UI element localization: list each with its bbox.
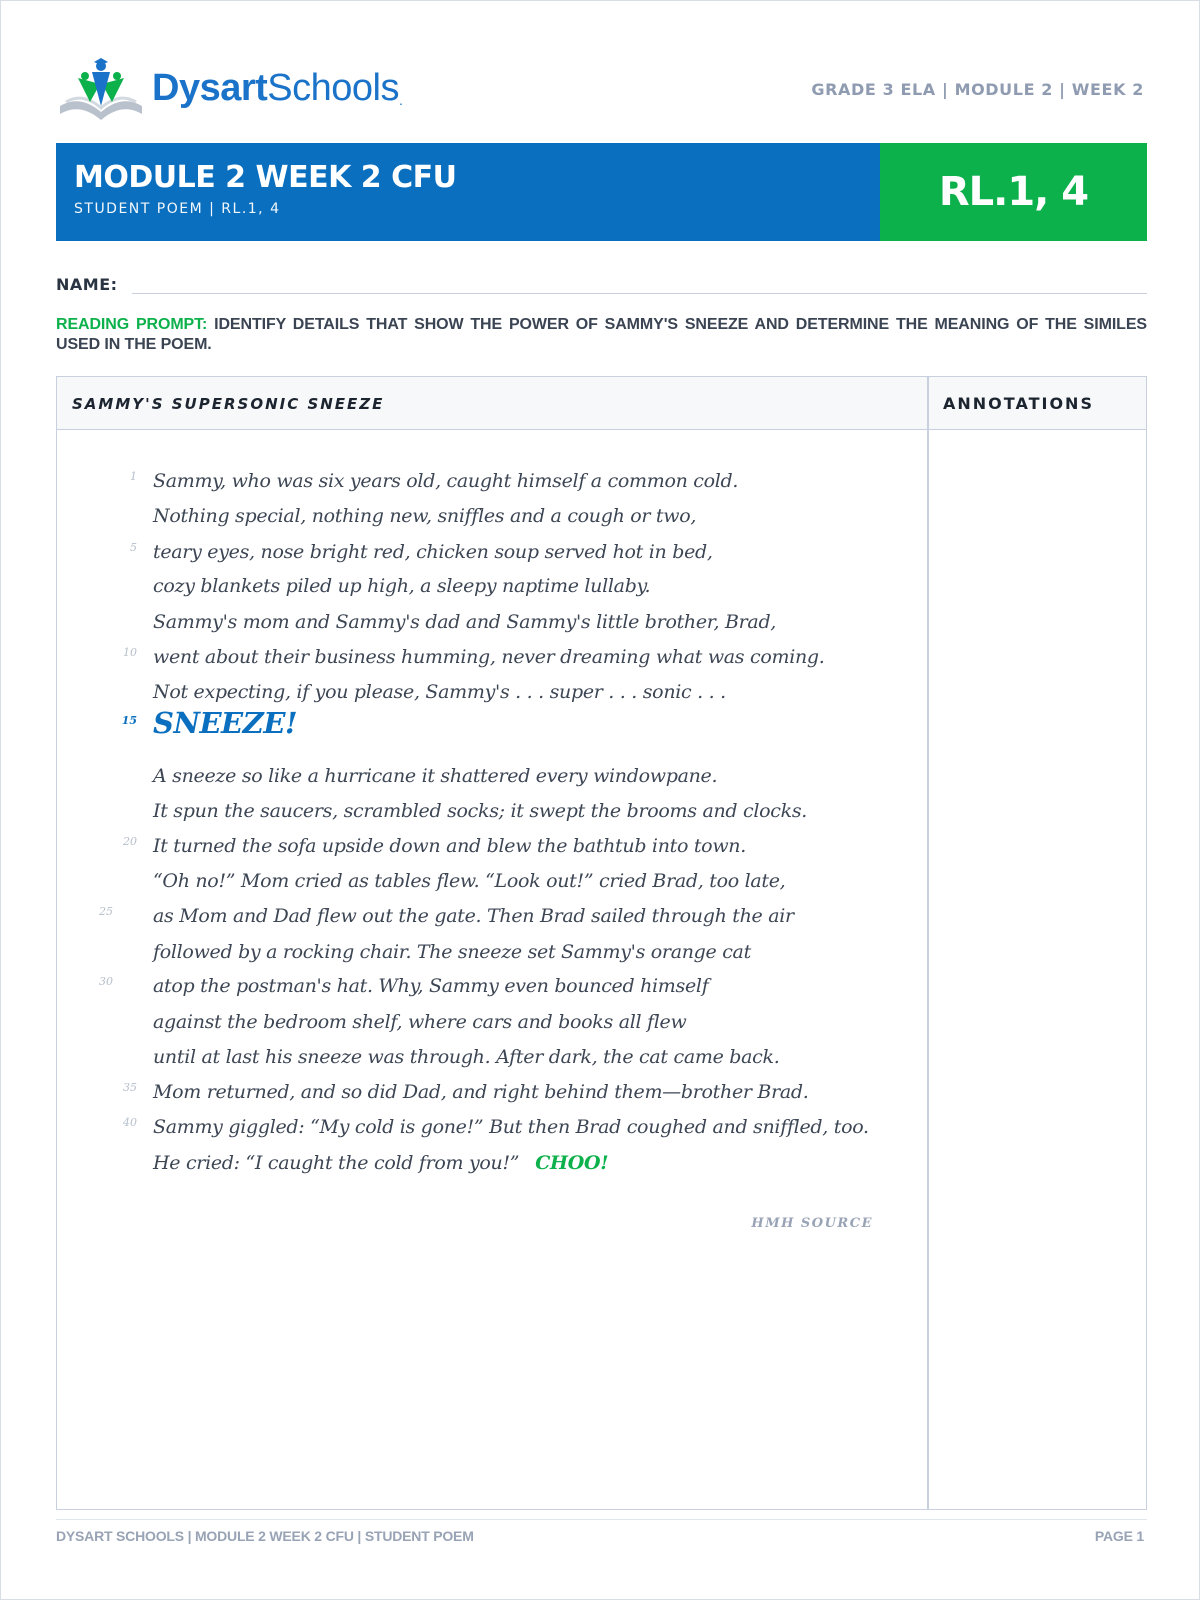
reading-prompt — [56, 315, 1147, 355]
line-number: 40 — [123, 1116, 137, 1129]
poem-line: Sammy, who was six years old, caught himself a common cold. — [153, 470, 739, 492]
poem-table — [56, 376, 1147, 1510]
poem-line: as Mom and Dad flew out the gate. Then Brad sailed through the air — [153, 905, 794, 927]
poem-line: Not expecting, if you please, Sammy's . . . super . . . sonic . . . — [153, 681, 726, 703]
line-number: 1 — [130, 470, 137, 483]
standards-badge: RL.1, 4 — [880, 143, 1147, 241]
poem-line: It spun the saucers, scrambled socks; it swept the brooms and clocks. — [153, 800, 808, 822]
footer-doc-label: DYSART SCHOOLS | MODULE 2 WEEK 2 CFU | STUDENT POEM — [56, 1528, 474, 1544]
poem-line: It turned the sofa upside down and blew the bathtub into town. — [153, 835, 746, 857]
open-book-logo-icon — [56, 54, 146, 122]
poem-line: cozy blankets piled up high, a sleepy naptime lullaby. — [153, 575, 651, 597]
poem-line: Nothing special, nothing new, sniffles and a cough or two, — [153, 505, 697, 527]
page-subtitle: STUDENT POEM | RL.1, 4 — [74, 201, 281, 217]
line-number: 35 — [123, 1081, 137, 1094]
poem-line: A sneeze so like a hurricane it shattered every windowpane. — [153, 765, 718, 787]
name-row — [56, 266, 1147, 294]
poem-line-text: He cried: “I caught the cold from you!” — [153, 1152, 520, 1174]
sneeze-heading: SNEEZE! — [153, 706, 298, 740]
poem-line: teary eyes, nose bright red, chicken soup served hot in bed, — [153, 541, 713, 563]
poem-line: until at last his sneeze was through. After dark, the cat came back. — [153, 1046, 780, 1068]
poem-line-last — [153, 1152, 608, 1174]
line-number: 10 — [123, 646, 137, 659]
name-write-line[interactable] — [132, 266, 1147, 294]
logo-wordmark: DysartSchools. — [152, 67, 403, 109]
footer-divider — [56, 1519, 1147, 1520]
choo-text: CHOO! — [535, 1152, 609, 1174]
annotations-header: ANNOTATIONS — [943, 394, 1094, 413]
line-number: 5 — [130, 541, 137, 554]
poem-line: against the bedroom shelf, where cars and books all flew — [153, 1011, 687, 1033]
poem-line: went about their business humming, never dreaming what was coming. — [153, 646, 825, 668]
line-number: 25 — [99, 905, 113, 918]
poem-line: atop the postman's hat. Why, Sammy even bounced himself — [153, 975, 709, 997]
poem-line: Sammy's mom and Sammy's dad and Sammy's little brother, Brad, — [153, 611, 777, 633]
poem-line: Mom returned, and so did Dad, and right behind them—brother Brad. — [153, 1081, 809, 1103]
line-number: 20 — [123, 835, 137, 848]
poem-line: “Oh no!” Mom cried as tables flew. “Look out!” cried Brad, too late, — [153, 870, 786, 892]
page-title: MODULE 2 WEEK 2 CFU — [74, 160, 457, 195]
grade-module-week-label: GRADE 3 ELA | MODULE 2 | WEEK 2 — [811, 80, 1144, 99]
name-label: NAME: — [56, 275, 118, 294]
reading-prompt-text: IDENTIFY DETAILS THAT SHOW THE POWER OF SAMMY'S SNEEZE AND DETERMINE THE MEANING OF THE SIMILES USED IN THE POEM. — [56, 316, 1147, 353]
line-number: 30 — [99, 975, 113, 988]
column-divider — [927, 377, 929, 1509]
source-credit: HMH SOURCE — [751, 1216, 873, 1231]
line-number: 15 — [121, 714, 137, 727]
poem-line: followed by a rocking chair. The sneeze set Sammy's orange cat — [153, 941, 751, 963]
banner-title-block — [56, 143, 880, 241]
reading-prompt-label: READING PROMPT: — [56, 316, 208, 333]
dysart-schools-logo — [56, 53, 402, 123]
poem-line: Sammy giggled: “My cold is gone!” But then Brad coughed and sniffled, too. — [153, 1116, 869, 1138]
title-banner — [56, 143, 1147, 241]
poem-title-header: SAMMY'S SUPERSONIC SNEEZE — [72, 395, 385, 413]
footer-page-number: PAGE 1 — [1094, 1528, 1144, 1544]
